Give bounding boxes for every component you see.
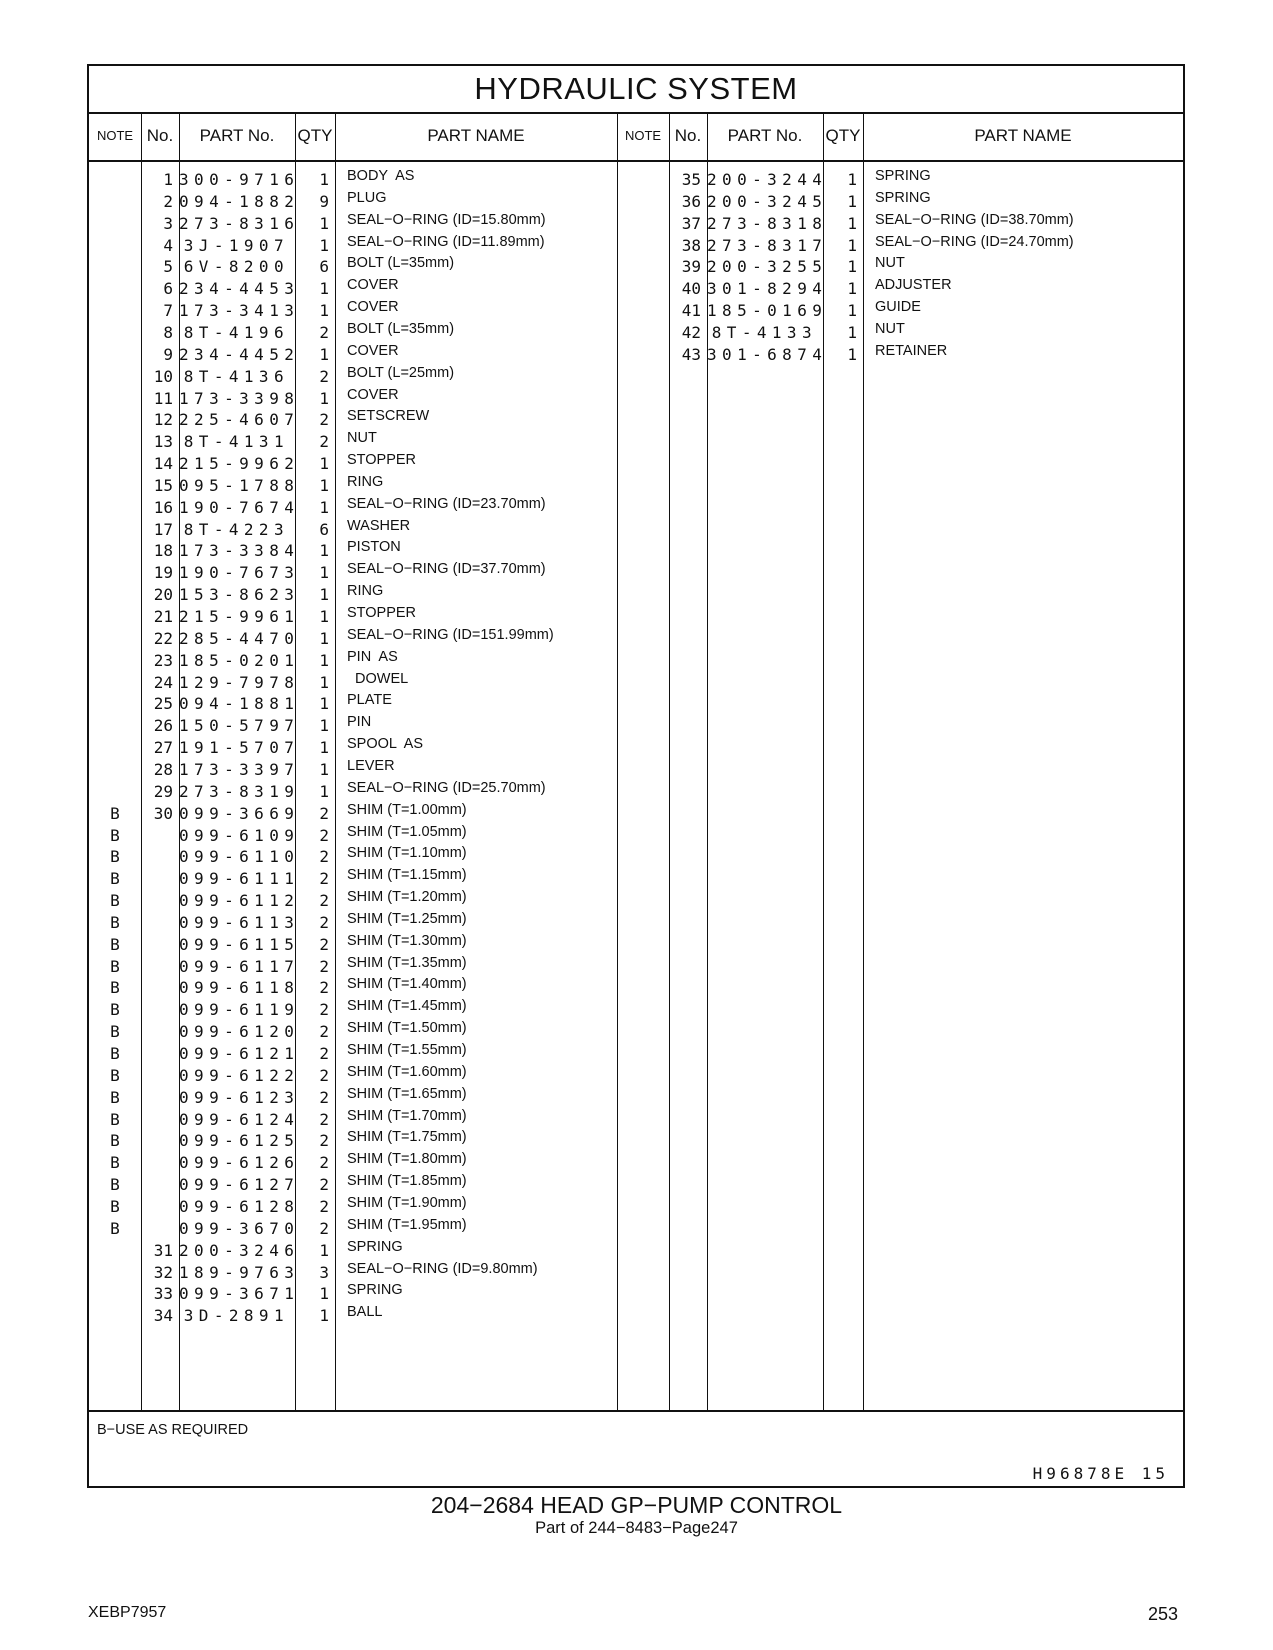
header-partname-left: PART NAME	[427, 126, 525, 145]
part-number-cell: 099-6113	[179, 912, 300, 932]
part-name-cell: WASHER	[347, 517, 411, 534]
note-cell: B	[110, 956, 120, 976]
header-partno-right: PART No.	[727, 126, 803, 145]
part-name-cell: STOPPER	[347, 452, 417, 469]
part-number-cell: 191-5707	[179, 738, 300, 758]
item-number-cell: 27	[153, 738, 173, 758]
item-number-cell: 14	[153, 454, 173, 474]
part-name-cell: SHIM (T=1.65mm)	[347, 1085, 467, 1102]
quantity-cell: 3	[319, 1262, 329, 1282]
part-number-cell: 099-6117	[179, 956, 300, 976]
quantity-cell: 1	[319, 344, 329, 364]
quantity-cell: 2	[319, 956, 329, 976]
quantity-cell: 1	[847, 213, 857, 233]
part-name-cell: PISTON	[347, 539, 401, 556]
note-cell: B	[110, 1131, 120, 1151]
item-number-cell: 13	[153, 432, 173, 452]
quantity-cell: 2	[319, 432, 329, 452]
note-cell: B	[110, 1109, 120, 1129]
part-name-cell: SHIM (T=1.50mm)	[347, 1020, 467, 1037]
quantity-cell: 1	[319, 781, 329, 801]
quantity-cell: 1	[319, 301, 329, 321]
part-number-cell: 200-3245	[707, 191, 828, 211]
quantity-cell: 1	[319, 694, 329, 714]
part-number-cell: 099-6121	[179, 1044, 300, 1063]
header-partname-right: PART NAME	[974, 126, 1072, 145]
part-number-cell: 273-8317	[707, 235, 828, 255]
quantity-cell: 1	[319, 541, 329, 561]
note-cell: B	[110, 1153, 120, 1173]
page-number: 253	[1148, 1604, 1179, 1624]
part-number-cell: 200-3255	[707, 257, 828, 277]
section-title: HYDRAULIC SYSTEM	[89, 66, 1183, 114]
item-number-cell: 29	[153, 781, 173, 801]
part-name-cell: BALL	[347, 1304, 383, 1321]
table-row	[617, 342, 1183, 368]
quantity-cell: 2	[319, 869, 329, 889]
quantity-cell: 6	[319, 257, 329, 277]
quantity-cell: 1	[847, 191, 857, 211]
quantity-cell: 1	[319, 716, 329, 736]
part-name-cell: SHIM (T=1.30mm)	[347, 932, 467, 949]
part-name-cell: SEAL−O−RING (ID=15.80mm)	[347, 211, 546, 228]
part-number-cell: 099-6112	[179, 891, 300, 911]
note-cell: B	[110, 1218, 120, 1238]
part-number-cell: 153-8623	[179, 585, 300, 605]
part-name-cell: ADJUSTER	[875, 277, 952, 294]
header-note-right: NOTE	[624, 128, 662, 143]
note-cell: B	[110, 825, 120, 845]
item-number-cell: 10	[153, 366, 173, 386]
header-partno-left: PART No.	[199, 126, 275, 145]
table-header	[89, 112, 1183, 162]
part-number-cell: 099-6123	[179, 1087, 300, 1107]
part-number-cell: 099-6127	[179, 1175, 300, 1195]
part-name-cell: SHIM (T=1.80mm)	[347, 1151, 467, 1168]
quantity-cell: 2	[319, 322, 329, 342]
note-cell: B	[110, 869, 120, 889]
quantity-cell: 2	[319, 1044, 329, 1063]
item-number-cell: 34	[153, 1306, 173, 1326]
part-number-cell: 234-4453	[179, 279, 300, 299]
quantity-cell: 1	[847, 301, 857, 321]
quantity-cell: 1	[319, 585, 329, 605]
quantity-cell: 6	[319, 519, 329, 539]
part-name-cell: SHIM (T=1.00mm)	[347, 801, 467, 818]
item-number-cell: 9	[163, 344, 173, 364]
item-number-cell: 3	[163, 213, 173, 233]
part-name-cell: SHIM (T=1.75mm)	[347, 1129, 467, 1146]
part-number-cell: 099-6124	[179, 1109, 300, 1129]
table-bottom-rule	[89, 1410, 1183, 1412]
part-name-cell: RETAINER	[875, 342, 948, 359]
quantity-cell: 2	[319, 1131, 329, 1151]
quantity-cell: 1	[319, 738, 329, 758]
item-number-cell: 40	[681, 279, 701, 299]
quantity-cell: 1	[319, 454, 329, 474]
item-number-cell: 30	[153, 803, 173, 823]
part-name-cell: SETSCREW	[347, 408, 430, 425]
part-name-cell: LEVER	[347, 757, 395, 774]
part-number-cell: 185-0201	[179, 650, 300, 670]
item-number-cell: 25	[153, 694, 173, 714]
part-name-cell: COVER	[347, 277, 399, 294]
quantity-cell: 1	[847, 279, 857, 299]
item-number-cell: 6	[163, 279, 173, 299]
part-name-cell: SHIM (T=1.35mm)	[347, 954, 467, 971]
part-number-cell: 099-3670	[179, 1218, 300, 1238]
item-number-cell: 35	[681, 170, 701, 189]
part-name-cell: NUT	[875, 320, 905, 337]
quantity-cell: 1	[319, 235, 329, 255]
quantity-cell: 1	[319, 563, 329, 583]
quantity-cell: 2	[319, 847, 329, 867]
part-number-cell: 099-6115	[179, 934, 300, 954]
quantity-cell: 2	[319, 366, 329, 386]
part-number-cell: 215-9962	[179, 454, 300, 474]
part-number-cell: 099-6126	[179, 1153, 300, 1173]
part-number-cell: 173-3413	[179, 301, 300, 321]
quantity-cell: 2	[319, 934, 329, 954]
part-number-cell: 190-7673	[179, 563, 300, 583]
header-qty-left: QTY	[297, 126, 333, 145]
part-number-cell: 099-6122	[179, 1065, 300, 1085]
part-name-cell: SHIM (T=1.05mm)	[347, 823, 467, 840]
quantity-cell: 2	[319, 1218, 329, 1238]
header-no-left: No.	[146, 126, 174, 145]
item-number-cell: 1	[163, 170, 173, 189]
note-cell: B	[110, 934, 120, 954]
quantity-cell: 1	[319, 672, 329, 692]
part-name-cell: SEAL−O−RING (ID=25.70mm)	[347, 779, 546, 796]
part-number-cell: 300-9716	[179, 170, 300, 189]
part-number-cell: 285-4470	[179, 628, 300, 648]
part-number-cell: 8T-4136	[183, 366, 289, 386]
item-number-cell: 4	[163, 235, 173, 255]
quantity-cell: 1	[319, 213, 329, 233]
item-number-cell: 19	[153, 563, 173, 583]
part-number-cell: 200-3244	[707, 170, 828, 189]
part-number-cell: 3J-1907	[183, 235, 289, 255]
quantity-cell: 2	[319, 978, 329, 998]
part-name-cell: SHIM (T=1.15mm)	[347, 867, 467, 884]
part-name-cell: SEAL−O−RING (ID=38.70mm)	[875, 211, 1074, 228]
drawing-code: H96878E 15	[1032, 1464, 1169, 1483]
item-number-cell: 2	[163, 191, 173, 211]
part-name-cell: SPRING	[875, 168, 931, 184]
quantity-cell: 2	[319, 912, 329, 932]
note-cell: B	[110, 1044, 120, 1063]
part-number-cell: 273-8316	[179, 213, 300, 233]
part-name-cell: COVER	[347, 342, 399, 359]
item-number-cell: 24	[153, 672, 173, 692]
header-qty-right: QTY	[825, 126, 861, 145]
item-number-cell: 11	[153, 388, 173, 408]
part-name-cell: SEAL−O−RING (ID=11.89mm)	[347, 233, 545, 250]
table-row	[89, 1306, 617, 1329]
item-number-cell: 5	[163, 257, 173, 277]
note-cell: B	[110, 803, 120, 823]
header-note-left: NOTE	[96, 128, 134, 143]
quantity-cell: 1	[319, 1240, 329, 1260]
part-name-cell: SHIM (T=1.85mm)	[347, 1173, 467, 1190]
part-name-cell: PIN AS	[347, 648, 398, 665]
part-name-cell: SHIM (T=1.55mm)	[347, 1042, 467, 1058]
note-cell: B	[110, 1065, 120, 1085]
item-number-cell: 7	[163, 301, 173, 321]
part-number-cell: 273-8318	[707, 213, 828, 233]
part-name-cell: SHIM (T=1.60mm)	[347, 1063, 467, 1080]
part-name-cell: SHIM (T=1.25mm)	[347, 910, 467, 927]
quantity-cell: 2	[319, 1175, 329, 1195]
part-name-cell: BOLT (L=35mm)	[347, 320, 455, 337]
group-subcaption: Part of 244−8483−Page247	[535, 1519, 738, 1537]
quantity-cell: 1	[319, 1306, 329, 1326]
part-number-cell: 189-9763	[179, 1262, 300, 1282]
note-cell: B	[110, 978, 120, 998]
part-name-cell: SHIM (T=1.20mm)	[347, 889, 467, 906]
header-no-right: No.	[674, 126, 702, 145]
part-name-cell: DOWEL	[347, 670, 409, 687]
note-cell: B	[110, 1087, 120, 1107]
part-number-cell: 099-6120	[179, 1022, 300, 1042]
item-number-cell: 28	[153, 759, 173, 779]
item-number-cell: 15	[153, 475, 173, 495]
item-number-cell: 16	[153, 497, 173, 517]
note-cell: B	[110, 912, 120, 932]
part-name-cell: RING	[347, 583, 384, 600]
part-number-cell: 173-3384	[179, 541, 300, 561]
parts-table-frame	[87, 64, 1185, 1488]
quantity-cell: 9	[319, 191, 329, 211]
quantity-cell: 1	[319, 759, 329, 779]
quantity-cell: 2	[319, 410, 329, 430]
part-name-cell: SEAL−O−RING (ID=23.70mm)	[347, 495, 546, 512]
part-name-cell: SEAL−O−RING (ID=9.80mm)	[347, 1260, 538, 1277]
part-number-cell: 150-5797	[179, 716, 300, 736]
part-number-cell: 200-3246	[179, 1240, 300, 1260]
item-number-cell: 31	[153, 1240, 173, 1260]
part-number-cell: 094-1882	[179, 191, 300, 211]
part-name-cell: SHIM (T=1.45mm)	[347, 998, 467, 1015]
quantity-cell: 2	[319, 891, 329, 911]
item-number-cell: 33	[153, 1284, 173, 1304]
part-name-cell: PLATE	[347, 692, 392, 709]
part-number-cell: 301-8294	[707, 279, 828, 299]
part-number-cell: 099-3669	[179, 803, 300, 823]
quantity-cell: 2	[319, 1109, 329, 1129]
item-number-cell: 43	[681, 344, 701, 364]
group-caption: 204−2684 HEAD GP−PUMP CONTROL	[430, 1492, 843, 1518]
quantity-cell: 2	[319, 1000, 329, 1020]
part-number-cell: 099-6109	[179, 825, 300, 845]
note-cell: B	[110, 1175, 120, 1195]
item-number-cell: 22	[153, 628, 173, 648]
part-name-cell: SPRING	[347, 1282, 403, 1299]
quantity-cell: 1	[319, 607, 329, 626]
part-name-cell: BODY AS	[347, 168, 415, 184]
part-number-cell: 190-7674	[179, 497, 300, 517]
part-number-cell: 129-7978	[179, 672, 300, 692]
item-number-cell: 38	[681, 235, 701, 255]
quantity-cell: 2	[319, 1087, 329, 1107]
part-name-cell: GUIDE	[875, 299, 921, 316]
part-name-cell: COVER	[347, 299, 399, 316]
quantity-cell: 2	[319, 803, 329, 823]
footnote: B−USE AS REQUIRED	[97, 1422, 249, 1438]
quantity-cell: 1	[319, 497, 329, 517]
quantity-cell: 1	[847, 322, 857, 342]
part-number-cell: 8T-4196	[183, 322, 289, 342]
part-name-cell: SHIM (T=1.40mm)	[347, 976, 467, 993]
part-number-cell: 099-6118	[179, 978, 300, 998]
quantity-cell: 1	[319, 388, 329, 408]
note-cell: B	[110, 1022, 120, 1042]
part-number-cell: 8T-4131	[183, 432, 289, 452]
quantity-cell: 1	[319, 628, 329, 648]
part-name-cell: SEAL−O−RING (ID=37.70mm)	[347, 561, 546, 578]
note-cell: B	[110, 847, 120, 867]
quantity-cell: 1	[319, 1284, 329, 1304]
quantity-cell: 1	[847, 235, 857, 255]
part-number-cell: 301-6874	[707, 344, 828, 364]
part-name-cell: PIN	[347, 714, 372, 731]
part-number-cell: 185-0169	[707, 301, 828, 321]
part-name-cell: SEAL−O−RING (ID=24.70mm)	[875, 233, 1074, 250]
part-number-cell: 215-9961	[179, 607, 300, 626]
item-number-cell: 41	[681, 301, 701, 321]
part-number-cell: 099-3671	[179, 1284, 300, 1304]
item-number-cell: 21	[153, 607, 173, 626]
part-name-cell: NUT	[347, 430, 377, 447]
quantity-cell: 1	[847, 257, 857, 277]
part-number-cell: 225-4607	[179, 410, 300, 430]
item-number-cell: 32	[153, 1262, 173, 1282]
item-number-cell: 26	[153, 716, 173, 736]
part-number-cell: 6V-8200	[183, 257, 289, 277]
part-number-cell: 8T-4133	[711, 322, 817, 342]
part-number-cell: 095-1788	[179, 475, 300, 495]
part-name-cell: COVER	[347, 386, 399, 403]
part-name-cell: SPRING	[347, 1238, 403, 1255]
part-number-cell: 099-6128	[179, 1196, 300, 1216]
part-name-cell: BOLT (L=35mm)	[347, 255, 455, 272]
item-number-cell: 17	[153, 519, 173, 539]
part-number-cell: 099-6111	[179, 869, 300, 889]
part-name-cell: SEAL−O−RING (ID=151.99mm)	[347, 626, 554, 643]
part-number-cell: 173-3397	[179, 759, 300, 779]
item-number-cell: 8	[163, 322, 173, 342]
quantity-cell: 1	[319, 279, 329, 299]
part-name-cell: NUT	[875, 255, 905, 272]
part-number-cell: 173-3398	[179, 388, 300, 408]
note-cell: B	[110, 891, 120, 911]
part-name-cell: SPRING	[875, 189, 931, 206]
quantity-cell: 1	[319, 170, 329, 189]
quantity-cell: 2	[319, 825, 329, 845]
item-number-cell: 20	[153, 585, 173, 605]
item-number-cell: 18	[153, 541, 173, 561]
note-cell: B	[110, 1196, 120, 1216]
document-id: XEBP7957	[88, 1604, 167, 1621]
part-name-cell: SHIM (T=1.70mm)	[347, 1107, 467, 1124]
quantity-cell: 1	[847, 344, 857, 364]
item-number-cell: 37	[681, 213, 701, 233]
part-name-cell: SHIM (T=1.95mm)	[347, 1216, 467, 1233]
part-name-cell: BOLT (L=25mm)	[347, 364, 455, 381]
item-number-cell: 12	[153, 410, 173, 430]
part-name-cell: SPOOL AS	[347, 736, 424, 753]
part-number-cell: 099-6119	[179, 1000, 300, 1020]
part-number-cell: 099-6110	[179, 847, 300, 867]
quantity-cell: 1	[847, 170, 857, 189]
quantity-cell: 2	[319, 1065, 329, 1085]
quantity-cell: 1	[319, 475, 329, 495]
quantity-cell: 2	[319, 1022, 329, 1042]
part-name-cell: SHIM (T=1.10mm)	[347, 845, 467, 862]
part-name-cell: RING	[347, 473, 384, 490]
part-number-cell: 273-8319	[179, 781, 300, 801]
part-name-cell: SHIM (T=1.90mm)	[347, 1194, 467, 1211]
quantity-cell: 1	[319, 650, 329, 670]
quantity-cell: 2	[319, 1153, 329, 1173]
part-name-cell: PLUG	[347, 189, 387, 206]
part-number-cell: 3D-2891	[183, 1306, 289, 1326]
item-number-cell: 23	[153, 650, 173, 670]
part-number-cell: 8T-4223	[183, 519, 289, 539]
part-number-cell: 094-1881	[179, 694, 300, 714]
item-number-cell: 42	[681, 322, 701, 342]
note-cell: B	[110, 1000, 120, 1020]
item-number-cell: 39	[681, 257, 701, 277]
part-number-cell: 234-4452	[179, 344, 300, 364]
part-name-cell: STOPPER	[347, 605, 417, 621]
part-number-cell: 099-6125	[179, 1131, 300, 1151]
item-number-cell: 36	[681, 191, 701, 211]
quantity-cell: 2	[319, 1196, 329, 1216]
